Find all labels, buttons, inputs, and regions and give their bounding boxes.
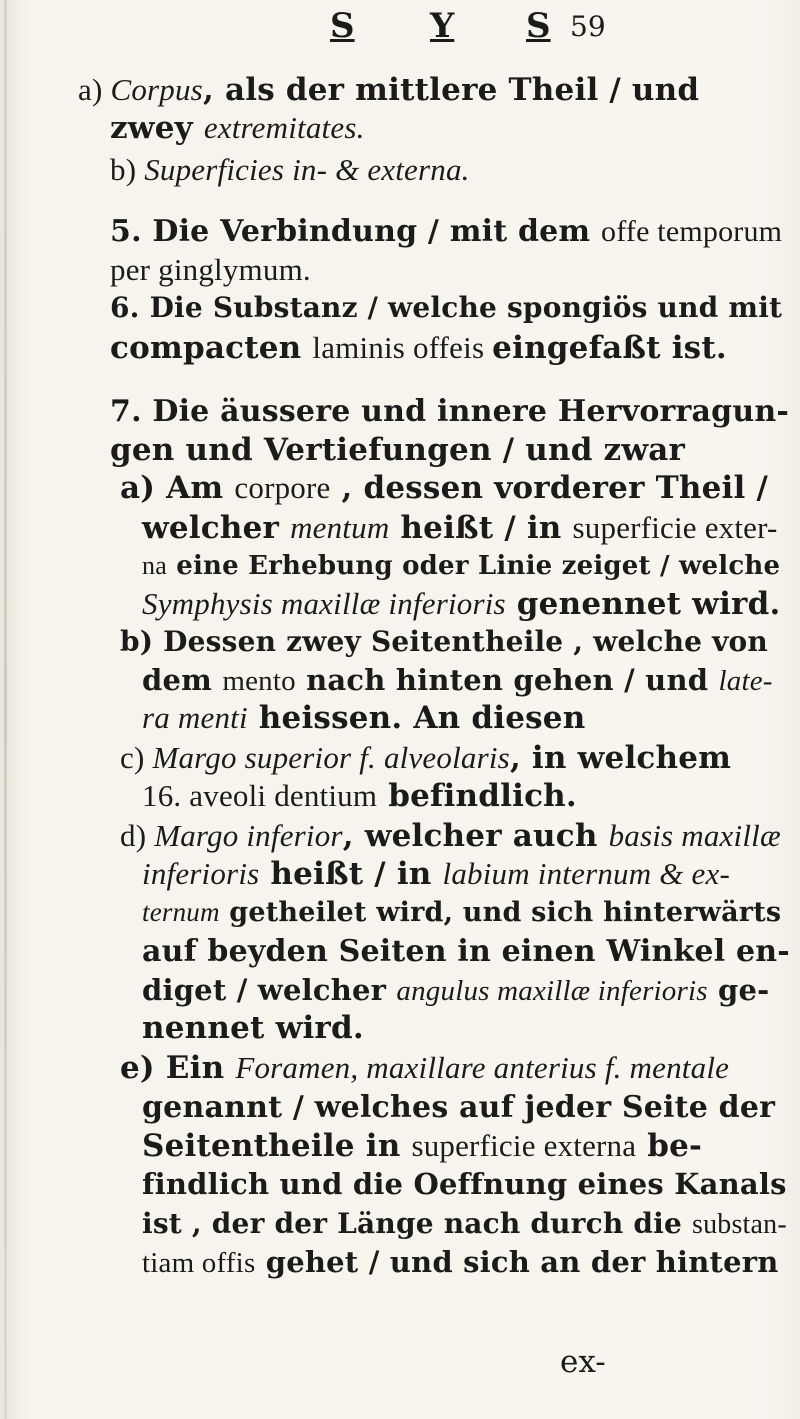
text-line [142, 1244, 779, 1281]
text-segment: getheilet wird, und sich hinterwärts [219, 897, 782, 928]
text-line [142, 1090, 775, 1126]
page-edge [4, 0, 7, 1419]
text-segment: Margo inferior [154, 818, 343, 853]
text-segment: e) Ein [120, 1050, 236, 1086]
text-segment: superficie exter- [572, 510, 778, 545]
text-segment: ge- [707, 973, 770, 1007]
text-segment: Seitentheile in [142, 1128, 412, 1164]
text-line [110, 432, 685, 468]
text-segment: ternum [142, 897, 220, 927]
text-segment: nach hinten gehen / und [295, 663, 719, 697]
text-segment: dem [142, 663, 223, 697]
text-segment: heißt / in [259, 856, 443, 892]
text-segment: , als der mittlere Theil / und [202, 72, 700, 108]
text-line [142, 510, 778, 546]
text-segment: 7. Die äussere und innere Hervorragun- [110, 394, 790, 429]
text-line [110, 394, 789, 430]
text-line [142, 894, 781, 931]
text-segment: labium internum & ex- [442, 856, 730, 891]
text-line [110, 290, 782, 326]
text-segment: tiam offis [142, 1247, 256, 1279]
text-segment: offe temporum [601, 215, 783, 248]
text-segment: auf beyden Seiten in einen Winkel en- [142, 934, 790, 969]
text-line [142, 1206, 787, 1243]
text-segment: b) Dessen zwey Seitentheile , welche von [120, 625, 768, 658]
text-segment: laminis offeis [312, 330, 493, 365]
text-segment: a) Am [120, 470, 235, 506]
text-line [142, 1128, 702, 1164]
text-line [142, 700, 585, 736]
text-segment: mentum [290, 510, 390, 545]
text-segment: substan- [691, 1209, 787, 1240]
text-segment: nennet wird. [142, 1010, 364, 1046]
text-line [142, 856, 730, 892]
text-segment: basis maxillæ [608, 818, 781, 853]
text-segment: genannt / welches auf jeder Seite der [142, 1090, 776, 1125]
text-segment: gehet / und sich an der hintern [255, 1245, 779, 1279]
text-segment: inferioris [142, 856, 260, 891]
text-segment: Foramen, maxillare anterius f. mentale [235, 1050, 730, 1085]
text-line [120, 470, 768, 506]
text-line [142, 1010, 364, 1046]
text-line [142, 778, 577, 814]
text-segment: heissen. An diesen [247, 700, 586, 736]
text-segment: d) [120, 818, 155, 853]
text-line [120, 1050, 729, 1086]
text-line [142, 934, 790, 970]
text-segment: a) [78, 72, 111, 107]
text-segment: compacten [110, 330, 313, 366]
text-segment: heißt / in [389, 510, 573, 546]
text-segment: , dessen vorderer Theil / [330, 470, 769, 506]
text-segment: 16. aveoli dentium [142, 778, 378, 813]
text-segment: Margo superior f. alveolaris [152, 740, 510, 775]
signature-mark-left: S [330, 6, 355, 46]
text-line [142, 662, 773, 699]
text-line [142, 972, 769, 1009]
text-line [120, 624, 768, 660]
text-segment: be- [636, 1128, 703, 1164]
text-line [110, 214, 782, 250]
text-segment: na [142, 551, 167, 580]
text-segment: diget / welcher [142, 973, 397, 1007]
text-line [142, 1166, 787, 1202]
signature-mark-right: S [526, 6, 551, 46]
text-segment: befindlich. [377, 778, 577, 814]
text-segment: Superficies in- & externa. [144, 152, 470, 187]
text-line [110, 330, 727, 366]
text-segment: zwey [110, 110, 204, 146]
text-segment: Symphysis maxillæ inferioris [142, 586, 506, 621]
text-line [142, 548, 780, 584]
text-line [110, 252, 311, 288]
text-segment: late- [718, 665, 773, 697]
text-segment: 6. Die Substanz / welche spongiös und mit [110, 291, 783, 324]
page-number: 59 [570, 10, 606, 43]
text-segment: per ginglymum. [110, 252, 311, 287]
text-segment: welcher [142, 510, 291, 546]
text-segment: gen und Vertiefungen / und zwar [110, 432, 686, 468]
text-segment: c) [120, 740, 153, 775]
text-segment: eingefaßt ist. [492, 330, 727, 366]
text-segment: findlich und die Oeffnung eines Kanals [142, 1167, 787, 1201]
text-segment: b) [110, 152, 145, 187]
text-line [78, 72, 699, 108]
text-segment: Corpus [110, 72, 203, 107]
text-line [120, 818, 781, 854]
text-segment: angulus maxillæ inferioris [396, 975, 708, 1007]
text-segment: 5. Die Verbindung / mit dem [110, 214, 602, 249]
text-line [110, 110, 365, 146]
text-segment: , welcher auch [342, 818, 609, 854]
page-header [330, 6, 600, 54]
text-segment: superficie externa [411, 1128, 637, 1163]
text-segment: extremitates. [203, 110, 365, 145]
text-segment: , in welchem [509, 740, 732, 776]
text-segment: ra menti [142, 700, 248, 735]
text-segment: mento [222, 665, 296, 697]
text-line [120, 740, 731, 776]
text-segment: eine Erhebung oder Linie zeiget / welche [166, 551, 781, 581]
text-segment: ist , der der Länge nach durch die [142, 1207, 692, 1240]
signature-mark-middle: Y [430, 6, 455, 46]
text-segment: genennet wird. [505, 586, 781, 622]
text-line [142, 586, 780, 622]
text-segment: corpore [234, 470, 331, 505]
catchword: ex- [560, 1344, 606, 1380]
text-line [110, 152, 470, 188]
